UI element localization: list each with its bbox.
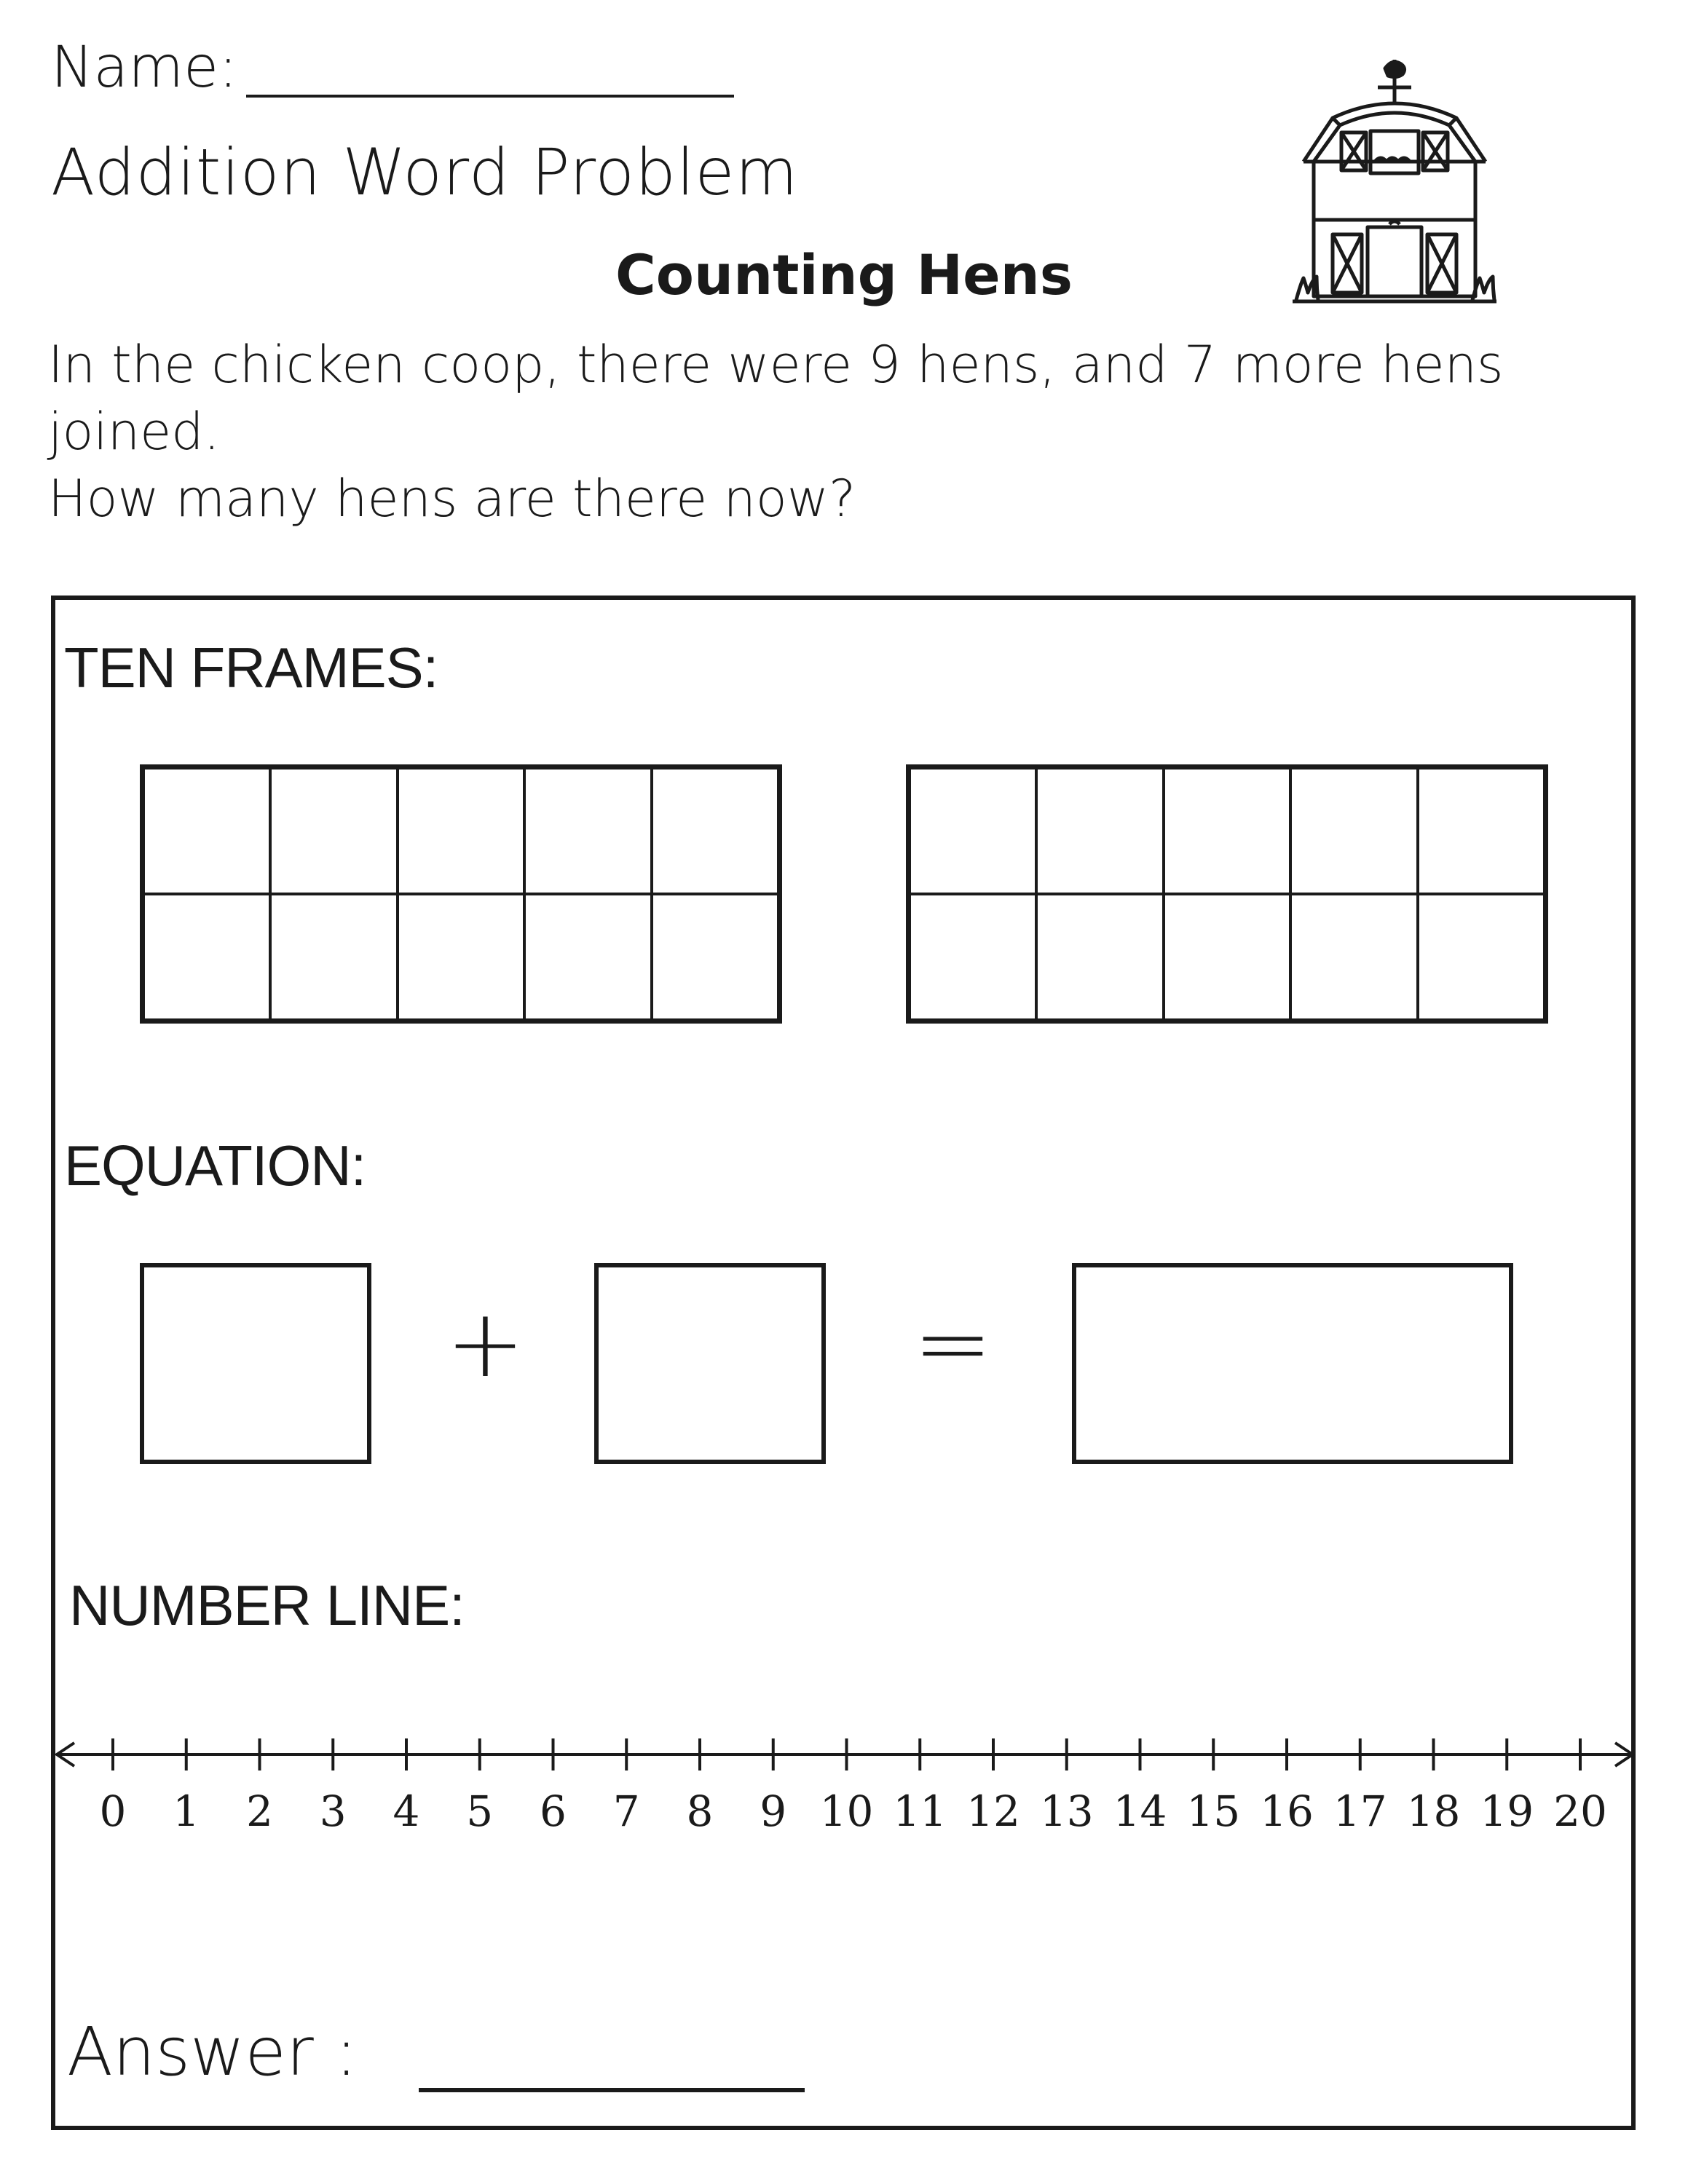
number-line-tick-label: 8 [686, 1787, 714, 1836]
ten-frame-cell[interactable] [1290, 894, 1417, 1020]
ten-frame-cell[interactable] [910, 768, 1036, 894]
number-line [44, 1733, 1646, 1878]
number-line-label: NUMBER LINE: [69, 1573, 465, 1637]
ten-frame-1 [140, 764, 782, 1024]
ten-frame-cell[interactable] [1164, 768, 1290, 894]
addend-2-box[interactable] [594, 1263, 826, 1464]
ten-frame-cell[interactable] [652, 768, 778, 894]
problem-text [48, 331, 1665, 532]
number-line-tick-label: 19 [1480, 1787, 1534, 1836]
number-line-tick-label: 0 [99, 1787, 127, 1836]
sum-box[interactable] [1072, 1263, 1513, 1464]
worksheet-title: Counting Hens [615, 242, 1073, 307]
answer-input-line[interactable] [419, 2088, 805, 2092]
ten-frame-cell[interactable] [270, 894, 397, 1020]
equation-label: EQUATION: [64, 1133, 366, 1198]
ten-frame-cell[interactable] [143, 768, 270, 894]
number-line-tick-label: 2 [246, 1787, 273, 1836]
number-line-tick-label: 20 [1553, 1787, 1607, 1836]
name-label: Name: [51, 35, 238, 100]
number-line-tick-label: 15 [1186, 1787, 1241, 1836]
number-line-tick-label: 4 [393, 1787, 420, 1836]
ten-frame-cell[interactable] [1418, 768, 1545, 894]
number-line-tick-label: 9 [760, 1787, 787, 1836]
addend-1-box[interactable] [140, 1263, 371, 1464]
ten-frame-cell[interactable] [1036, 894, 1163, 1020]
problem-line-2: How many hens are there now? [48, 469, 856, 529]
number-line-tick-label: 12 [966, 1787, 1020, 1836]
number-line-tick-label: 18 [1406, 1787, 1461, 1836]
ten-frame-cell[interactable] [910, 894, 1036, 1020]
ten-frame-2 [906, 764, 1548, 1024]
problem-line-1: In the chicken coop, there were 9 hens, and 7 more hens joined. [48, 335, 1504, 462]
ten-frame-cell[interactable] [270, 768, 397, 894]
number-line-tick-label: 17 [1333, 1787, 1387, 1836]
ten-frame-cell[interactable] [524, 768, 651, 894]
ten-frame-cell[interactable] [524, 894, 651, 1020]
ten-frame-cell[interactable] [398, 768, 524, 894]
answer-label: Answer : [67, 2013, 358, 2091]
ten-frame-cell[interactable] [1036, 768, 1163, 894]
name-input-line[interactable] [246, 95, 734, 98]
number-line-tick-label: 16 [1260, 1787, 1314, 1836]
number-line-tick-label: 10 [819, 1787, 874, 1836]
ten-frame-cell[interactable] [1290, 768, 1417, 894]
number-line-tick-label: 3 [319, 1787, 347, 1836]
ten-frames-label: TEN FRAMES: [64, 636, 438, 700]
number-line-tick-label: 1 [173, 1787, 200, 1836]
number-line-tick-label: 6 [540, 1787, 567, 1836]
equals-sign: = [913, 1288, 993, 1398]
number-line-tick-label: 7 [612, 1787, 640, 1836]
number-line-tick-label: 14 [1113, 1787, 1167, 1836]
barn-icon [1289, 52, 1500, 307]
ten-frame-cell[interactable] [1164, 894, 1290, 1020]
plus-sign: + [446, 1288, 525, 1398]
number-line-tick-label: 13 [1039, 1787, 1094, 1836]
worksheet-subtitle: Addition Word Problem [51, 135, 799, 210]
ten-frame-cell[interactable] [652, 894, 778, 1020]
ten-frame-cell[interactable] [1418, 894, 1545, 1020]
ten-frame-cell[interactable] [143, 894, 270, 1020]
number-line-tick-label: 11 [893, 1787, 947, 1836]
ten-frame-cell[interactable] [398, 894, 524, 1020]
number-line-tick-label: 5 [466, 1787, 494, 1836]
